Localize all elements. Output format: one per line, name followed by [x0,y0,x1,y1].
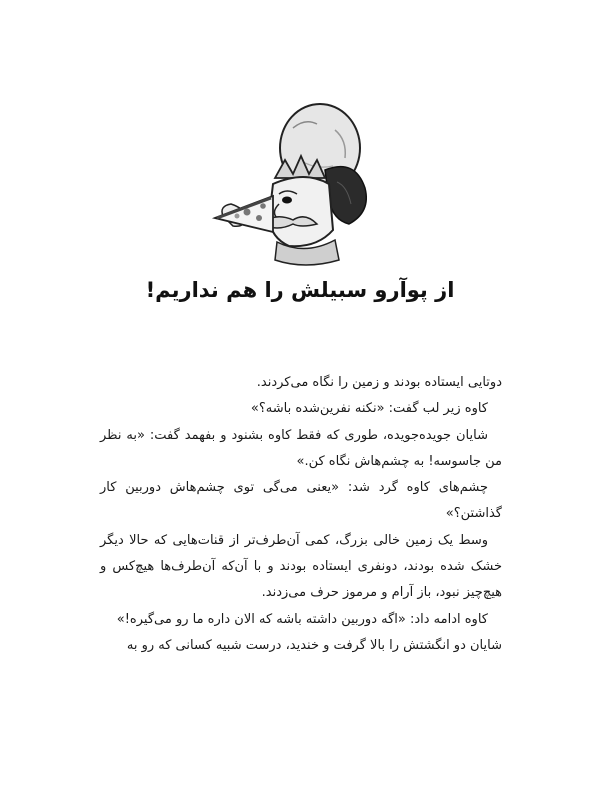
paragraph: کاوه ادامه داد: «اگه دوربین داشته باشه که الان داره ما رو می‌گیره!» [116,611,488,627]
body-text [100,370,502,659]
paragraph: شایان جویده‌جویده، طوری که فقط کاوه بشنود و بفهمد گفت: «به نظر من جاسوسه! به چشم‌هاش نگاه کن.» [100,427,502,469]
chapter-title: از پوآرو سبیلش را هم نداریم! [145,278,455,302]
poirot-eating-pizza-illustration [205,100,405,270]
paragraph: وسط یک زمین خالی بزرگ، کمی آن‌طرف‌تر از قنات‌هایی که حالا دیگر خشک شده بودند، دونفری ایستاده بودند و با آن‌که آن‌طرف‌ها هیچ‌کس و هیچ‌چیز نبود، باز آرام و مرموز حرف می‌زدند. [100,532,502,601]
paragraph: شایان دو انگشتش را بالا گرفت و خندید، درست شبیه کسانی که رو به [126,637,502,653]
paragraph: دوتایی ایستاده بودند و زمین را نگاه می‌کردند. [256,375,502,390]
paragraph: چشم‌های کاوه گرد شد: «یعنی می‌گی توی چشم‌هاش دوربین کار گذاشتن؟» [100,480,502,522]
paragraph: کاوه زیر لب گفت: «نکنه نفرین‌شده باشه؟» [250,401,488,417]
